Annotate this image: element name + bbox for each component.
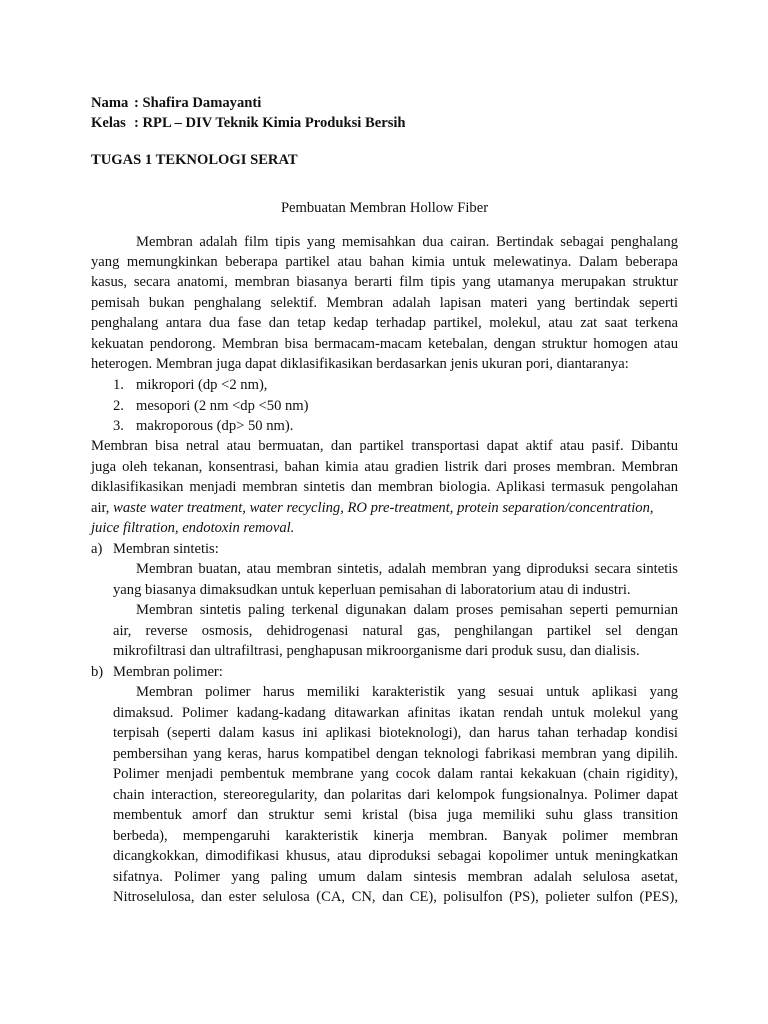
list-item: mikropori (dp <2 nm), [136,377,268,393]
paragraph-line: penghalang antara dua fase dan tetap kedap terhadap partikel, molekul, atau zat saat terkena [91,315,678,331]
paragraph-line: terpisah (seperti dalam kasus ini aplikasi bioteknologi), dan harus tahan terhadap kondisi [113,725,678,741]
paragraph-line: Membran adalah film tipis yang memisahkan dua cairan. Bertindak sebagai penghalang [136,234,678,250]
list-number: 2. [113,398,124,414]
paragraph-line: Membran buatan, atau membran sintetis, adalah membran yang diproduksi secara sintetis [136,561,678,577]
kelas-label: Kelas [91,115,126,131]
nama-label: Nama [91,95,129,111]
section-b-heading: Membran polimer: [113,664,223,680]
kelas-value: : RPL – DIV Teknik Kimia Produksi Bersih [134,115,406,131]
assignment-title: TUGAS 1 TEKNOLOGI SERAT [91,152,298,168]
paragraph-line: Membran bisa netral atau bermuatan, dan partikel transportasi dapat aktif atau pasif. Dibantu [91,438,678,454]
paragraph-line: dimaksud. Polimer kadang-kadang ditawarkan afinitas ikatan rendah untuk molekul yang [113,705,678,721]
paragraph-line: Membran sintetis paling terkenal digunakan dalam proses pemisahan seperti pemurnian [136,602,678,618]
paragraph-line [91,518,294,538]
list-item: mesopori (2 nm <dp <50 nm) [136,398,309,414]
list-number: 3. [113,418,124,434]
paragraph-line: Polimer menjadi pembentuk membrane yang cocok dalam rantai kekakuan (chain rigidity), [113,766,678,782]
list-item: makroporous (dp> 50 nm). [136,418,294,434]
paragraph-line: Membran polimer harus memiliki karakteristik yang sesuai untuk aplikasi yang [136,684,678,700]
paragraph-line: sifatnya. Polimer yang paling umum dalam sintesis membran adalah selulosa asetat, [113,869,678,885]
paragraph-line: diklasifikasikan menjadi membran sintetis dan membran biologia. Aplikasi termasuk pengolahan [91,479,678,495]
paragraph-line: yang biasanya dimaksudkan untuk keperluan pemisahan di laboratorium atau di industri. [113,582,631,598]
paragraph-line: pemisah bukan penghalang selektif. Membran adalah lapisan materi yang bertindak seperti [91,295,678,311]
section-b-marker: b) [91,664,104,680]
paragraph-line: heterogen. Membran juga dapat diklasifikasikan berdasarkan jenis ukuran pori, diantaranya: [91,356,629,372]
paragraph-line: membentuk amorf dan struktur semi kristal (bisa juga memiliki suhu glass transition [113,807,678,823]
paragraph-line: mikrofiltrasi dan ultrafiltrasi, penghapusan mikroorganisme dari produk susu, dan dialisis. [113,643,640,659]
paragraph-italic-text: waste water treatment, water recycling, RO pre-treatment, protein separation/concentration, [113,500,654,516]
nama-value: : Shafira Damayanti [134,95,262,111]
paragraph-line: kekuatan pendorong. Membran bisa bermacam-macam ketebalan, dengan struktur homogen atau [91,336,678,352]
paragraph-line: Nitroselulosa, dan ester selulosa (CA, CN, dan CE), polisulfon (PS), polieter sulfon (PES), [113,889,678,905]
paragraph-line: yang memungkinkan beberapa partikel atau bahan kimia untuk melewatinya. Dalam beberapa [91,254,678,270]
paragraph-line: chain interaction, stereoregularity, dan polaritas dari kelompok fungsionalnya. Polimer dapat [113,787,678,803]
section-a-marker: a) [91,541,103,557]
paragraph-line [91,498,654,518]
document-title: Pembuatan Membran Hollow Fiber [280,200,489,216]
paragraph-line: pembersihan yang keras, harus kompatibel dengan teknologi fabrikasi membran yang dipilih. [113,746,678,762]
paragraph-line: juga oleh tekanan, konsentrasi, bahan kimia atau gradien listrik dari proses membran. Membran [91,459,678,475]
list-number: 1. [113,377,124,393]
paragraph-line: kasus, secara anatomi, membran biasanya berarti film tipis yang utamanya merupakan struktur [91,274,678,290]
paragraph-text: air, [91,500,114,516]
paragraph-line: berbeda), mempengaruhi karakteristik kinerja membran. Banyak polimer membran [113,828,678,844]
section-a-heading: Membran sintetis: [113,541,219,557]
paragraph-line: air, reverse osmosis, dehidrogenasi natural gas, penghilangan partikel sel dengan [113,623,678,639]
paragraph-line: dicangkokkan, dimodifikasi khusus, atau diproduksi sebagai kopolimer untuk meningkatkan [113,848,678,864]
paragraph-italic-text: juice filtration, endotoxin removal. [91,520,295,536]
